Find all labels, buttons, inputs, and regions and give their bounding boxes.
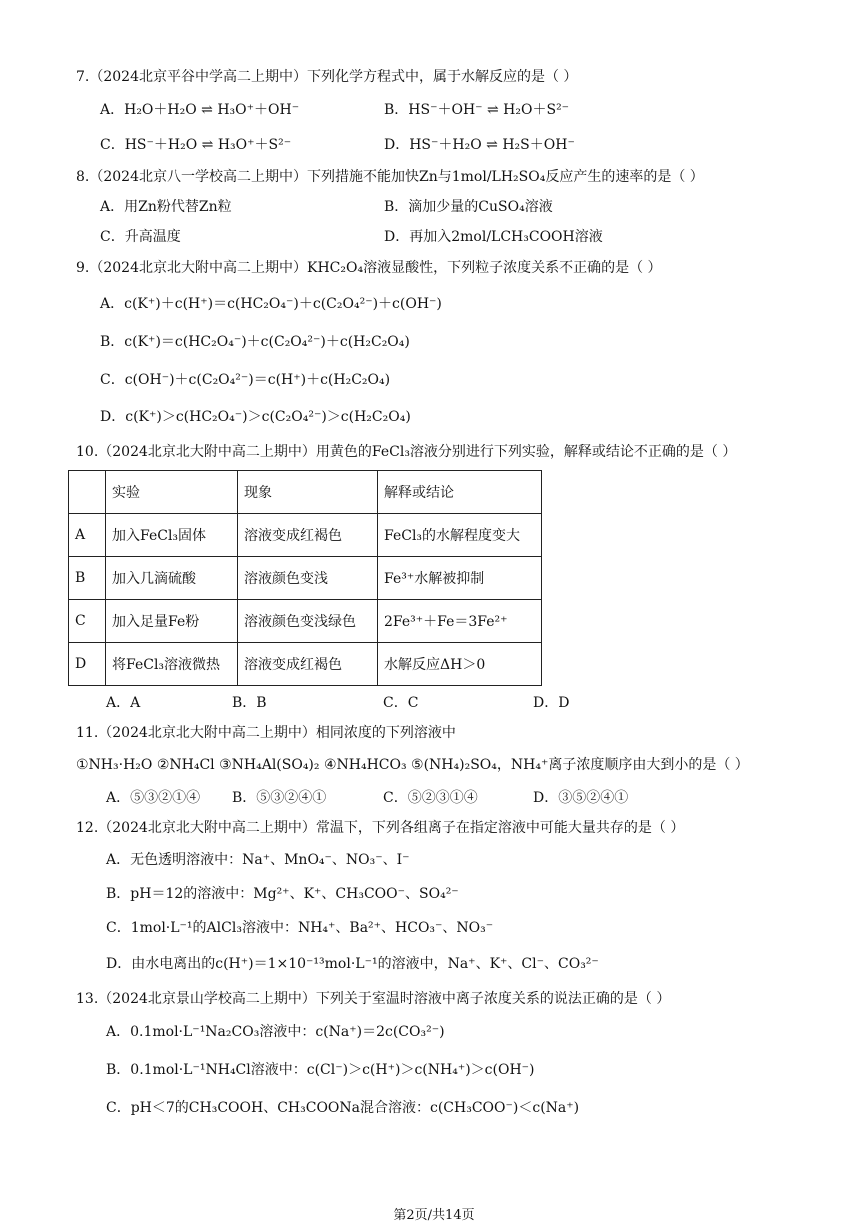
question-8-stem: 8.（2024北京八一学校高二上期中）下列措施不能加快Zn与1mol/LH₂SO₄反应产生的速率的是（ ） (76, 169, 704, 185)
experiment-table (68, 470, 542, 686)
question-10-option-c: C．C (383, 695, 419, 711)
question-13-option-c: C．pH＜7的CH₃COOH、CH₃COONa混合溶液：c(CH₃COO⁻)＜c(Na⁺) (106, 1100, 580, 1116)
table-cell: 加入几滴硫酸 (106, 557, 238, 600)
table-cell: D (69, 643, 106, 686)
table-header-cell (69, 471, 106, 514)
question-12-option-d: D．由水电离出的c(H⁺)＝1×10⁻¹³mol·L⁻¹的溶液中，Na⁺、K⁺、Cl⁻、CO₃²⁻ (106, 956, 599, 972)
question-10-option-d: D．D (533, 695, 570, 711)
question-7-option-a: A．H₂O＋H₂O ⇌ H₃O⁺＋OH⁻ (100, 102, 300, 118)
question-12-stem: 12.（2024北京北大附中高二上期中）常温下，下列各组离子在指定溶液中可能大量共存的是（ ） (76, 820, 685, 836)
table-header-cell: 现象 (238, 471, 378, 514)
table-header-cell: 实验 (106, 471, 238, 514)
table-header-row (69, 471, 542, 514)
question-12-option-c: C．1mol·L⁻¹的AlCl₃溶液中：NH₄⁺、Ba²⁺、HCO₃⁻、NO₃⁻ (106, 920, 494, 936)
question-9-option-a: A．c(K⁺)＋c(H⁺)＝c(HC₂O₄⁻)＋c(C₂O₄²⁻)＋c(OH⁻) (100, 296, 442, 312)
table-cell: 溶液颜色变浅 (238, 557, 378, 600)
question-11-stem: 11.（2024北京北大附中高二上期中）相同浓度的下列溶液中 (76, 725, 456, 741)
question-10-stem: 10.（2024北京北大附中高二上期中）用黄色的FeCl₃溶液分别进行下列实验，解释或结论不正确的是（ ） (76, 444, 737, 460)
question-12-option-b: B．pH＝12的溶液中：Mg²⁺、K⁺、CH₃COO⁻、SO₄²⁻ (106, 886, 459, 902)
question-9-option-b: B．c(K⁺)＝c(HC₂O₄⁻)＋c(C₂O₄²⁻)＋c(H₂C₂O₄) (100, 334, 410, 350)
table-row (69, 600, 542, 643)
question-13-stem: 13.（2024北京景山学校高二上期中）下列关于室温时溶液中离子浓度关系的说法正确的是（ ） (76, 991, 671, 1007)
question-8-option-c: C．升高温度 (100, 229, 181, 245)
question-11-option-b: B．⑤③②④① (232, 790, 327, 806)
table-cell: 水解反应ΔH＞0 (378, 643, 542, 686)
table-cell: A (69, 514, 106, 557)
table-header-cell: 解释或结论 (378, 471, 542, 514)
table-cell: 2Fe³⁺＋Fe＝3Fe²⁺ (378, 600, 542, 643)
question-9-option-c: C．c(OH⁻)＋c(C₂O₄²⁻)＝c(H⁺)＋c(H₂C₂O₄) (100, 372, 391, 388)
question-11-option-d: D．③⑤②④① (533, 790, 629, 806)
question-7-stem: 7.（2024北京平谷中学高二上期中）下列化学方程式中，属于水解反应的是（ ） (76, 69, 578, 85)
table-row (69, 557, 542, 600)
table-cell: 溶液变成红褐色 (238, 643, 378, 686)
question-8-option-d: D．再加入2mol/LCH₃COOH溶液 (384, 229, 603, 245)
question-13-option-a: A．0.1mol·L⁻¹Na₂CO₃溶液中：c(Na⁺)＝2c(CO₃²⁻) (106, 1024, 445, 1040)
table-cell: 加入FeCl₃固体 (106, 514, 238, 557)
question-13-option-b: B．0.1mol·L⁻¹NH₄Cl溶液中：c(Cl⁻)＞c(H⁺)＞c(NH₄⁺)＞c(OH⁻) (106, 1062, 535, 1078)
question-9-stem: 9.（2024北京北大附中高二上期中）KHC₂O₄溶液显酸性，下列粒子浓度关系不正确的是（ ） (76, 260, 662, 276)
question-7-option-b: B．HS⁻＋OH⁻ ⇌ H₂O＋S²⁻ (384, 102, 570, 118)
table-cell: Fe³⁺水解被抑制 (378, 557, 542, 600)
table-cell: FeCl₃的水解程度变大 (378, 514, 542, 557)
table-row (69, 514, 542, 557)
question-11-stem-compounds: ①NH₃·H₂O ②NH₄Cl ③NH₄Al(SO₄)₂ ④NH₄HCO₃ ⑤(NH₄)₂SO₄，NH₄⁺离子浓度顺序由大到小的是（ ） (76, 757, 749, 773)
question-8-option-a: A．用Zn粉代替Zn粒 (100, 199, 232, 215)
table-cell: C (69, 600, 106, 643)
question-10-option-a: A．A (106, 695, 141, 711)
question-12-option-a: A．无色透明溶液中：Na⁺、MnO₄⁻、NO₃⁻、I⁻ (106, 852, 410, 868)
question-11-option-c: C．⑤②③①④ (383, 790, 478, 806)
table-cell: 将FeCl₃溶液微热 (106, 643, 238, 686)
question-11-option-a: A．⑤③②①④ (106, 790, 201, 806)
question-7-option-c: C．HS⁻＋H₂O ⇌ H₃O⁺＋S²⁻ (100, 137, 292, 153)
table-row (69, 643, 542, 686)
question-7-option-d: D．HS⁻＋H₂O ⇌ H₂S＋OH⁻ (384, 137, 575, 153)
question-10-option-b: B．B (232, 695, 267, 711)
question-9-option-d: D．c(K⁺)＞c(HC₂O₄⁻)＞c(C₂O₄²⁻)＞c(H₂C₂O₄) (100, 409, 411, 425)
table-cell: 溶液变成红褐色 (238, 514, 378, 557)
table-cell: 加入足量Fe粉 (106, 600, 238, 643)
table-cell: 溶液颜色变浅绿色 (238, 600, 378, 643)
page-number: 第2页/共14页 (393, 1208, 475, 1223)
question-8-option-b: B．滴加少量的CuSO₄溶液 (384, 199, 553, 215)
table-cell: B (69, 557, 106, 600)
